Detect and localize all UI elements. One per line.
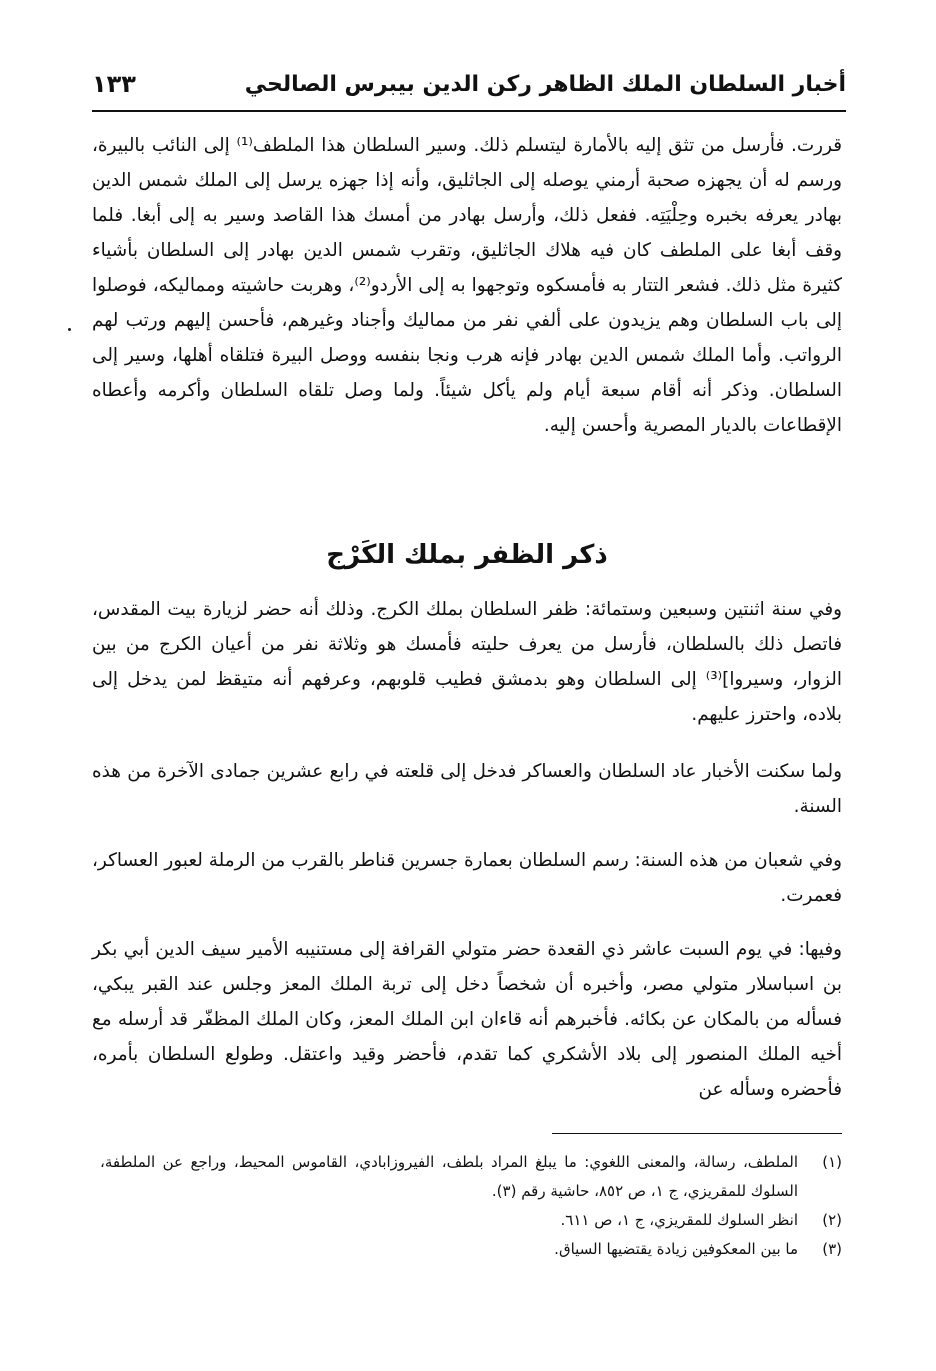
paragraph-3: ولما سكنت الأخبار عاد السلطان والعساكر فدخل إلى قلعته في رابع عشرين جمادى الآخرة من هذه السنة. [92, 761, 842, 817]
footnotes [100, 1148, 842, 1264]
footnote-1 [100, 1148, 842, 1206]
paragraph-4: وفي شعبان من هذه السنة: رسم السلطان بعمارة جسرين قناطر بالقرب من الرملة لعبور العساكر، فعمرت. [92, 850, 842, 906]
footnote-number: (١) [822, 1153, 842, 1171]
footnote-number: (٢) [822, 1211, 842, 1229]
footnote-text: الملطف، رسالة، والمعنى اللغوي: ما يبلغ المراد بلطف، الفيروزابادي، القاموس المحيط، وراجع عن الملطفة، السلوك للمقريزي، ج ١، ص ٨٥٢، حاشية رقم (٣). [100, 1153, 798, 1200]
footnote-3 [100, 1235, 842, 1264]
footnote-2 [100, 1206, 842, 1235]
running-title: أخبار السلطان الملك الظاهر ركن الدين بيبرس الصالحي [244, 71, 846, 97]
paragraph-2: وفي سنة اثنتين وسبعين وستمائة: ظفر السلطان بملك الكرج. وذلك أنه حضر لزيارة بيت المقدس، فاتصل ذلك بالسلطان، فأرسل من يعرف حليته فأمسك هو وثلاثة نفر من أعيان الكرج من بين الزوار، وسيروا]⁽³⁾ إلى السلطان وهو بدمشق فطيب قلوبهم، وعرفهم أنه متيقظ لمن يدخل إلى بلاده، واحترز عليهم. [92, 599, 843, 725]
footnote-divider [552, 1133, 842, 1134]
paragraph-1: قررت. فأرسل من تثق إليه بالأمارة ليتسلم ذلك. وسير السلطان هذا الملطف⁽¹⁾ إلى النائب بالبيرة، ورسم له أن يجهزه صحبة أرمني يوصله إلى الجاثليق، وأنه إذا جهزه يرسل إلى الملك شمس الدين بهادر يعرفه بخبره وحِلْيَتِه. ففعل ذلك، وأرسل بهادر من أمسك هذا القاصد وسير به إلى أبغا. فلما وقف أبغا على الملطف كان فيه هلاك الجاثليق، وتقرب شمس الدين بهادر إلى السلطان بأشياء كثيرة مثل ذلك. فشعر التتار به فأمسكوه وتوجهوا به إلى الأردو⁽²⁾، وهربت حاشيته ومماليكه، فوصلوا إلى باب السلطان وهم يزيدون على ألفي نفر من مماليك وأجناد وغيرهم، فأحسن إليهم ورتب لهم الرواتب. وأما الملك شمس الدين بهادر فإنه هرب ونجا بنفسه ووصل البيرة فتلقاه أهلها، وسير إلى السلطان. وذكر أنه أقام سبعة أيام ولم يأكل شيئاً. ولما وصل تلقاه السلطان وأكرمه وأعطاه الإقطاعات بالديار المصرية وأحسن إليه. [92, 135, 843, 436]
page-number: ١٣٣ [92, 70, 136, 98]
footnote-text: ما بين المعكوفين زيادة يقتضيها السياق. [554, 1240, 798, 1258]
footnote-text: انظر السلوك للمقريزي، ج ١، ص ٦١١. [560, 1211, 798, 1229]
section-heading: ذكر الظفر بملك الكَرْج [326, 540, 608, 570]
running-header [92, 62, 846, 106]
margin-speck [68, 328, 71, 331]
paragraph-5: وفيها: في يوم السبت عاشر ذي القعدة حضر متولي القرافة إلى مستنيبه الأمير سيف الدين أبي بكر بن اسباسلار متولي مصر، وأخبره أن شخصاً دخل إلى تربة الملك المعز وجلس عند القبر يبكي، فسأله من بالمكان عن بكائه. فأخبرهم أنه قاءان ابن الملك المعز، وكان الملك المظفّر قد أرسله مع أخيه الملك المنصور إلى بلاد الأشكري كما تقدم، فأحضر وقيد واعتقل. وطولع السلطان بأمره، فأحضره وسأله عن [92, 939, 842, 1100]
footnote-number: (٣) [822, 1240, 842, 1258]
header-divider [92, 110, 846, 112]
